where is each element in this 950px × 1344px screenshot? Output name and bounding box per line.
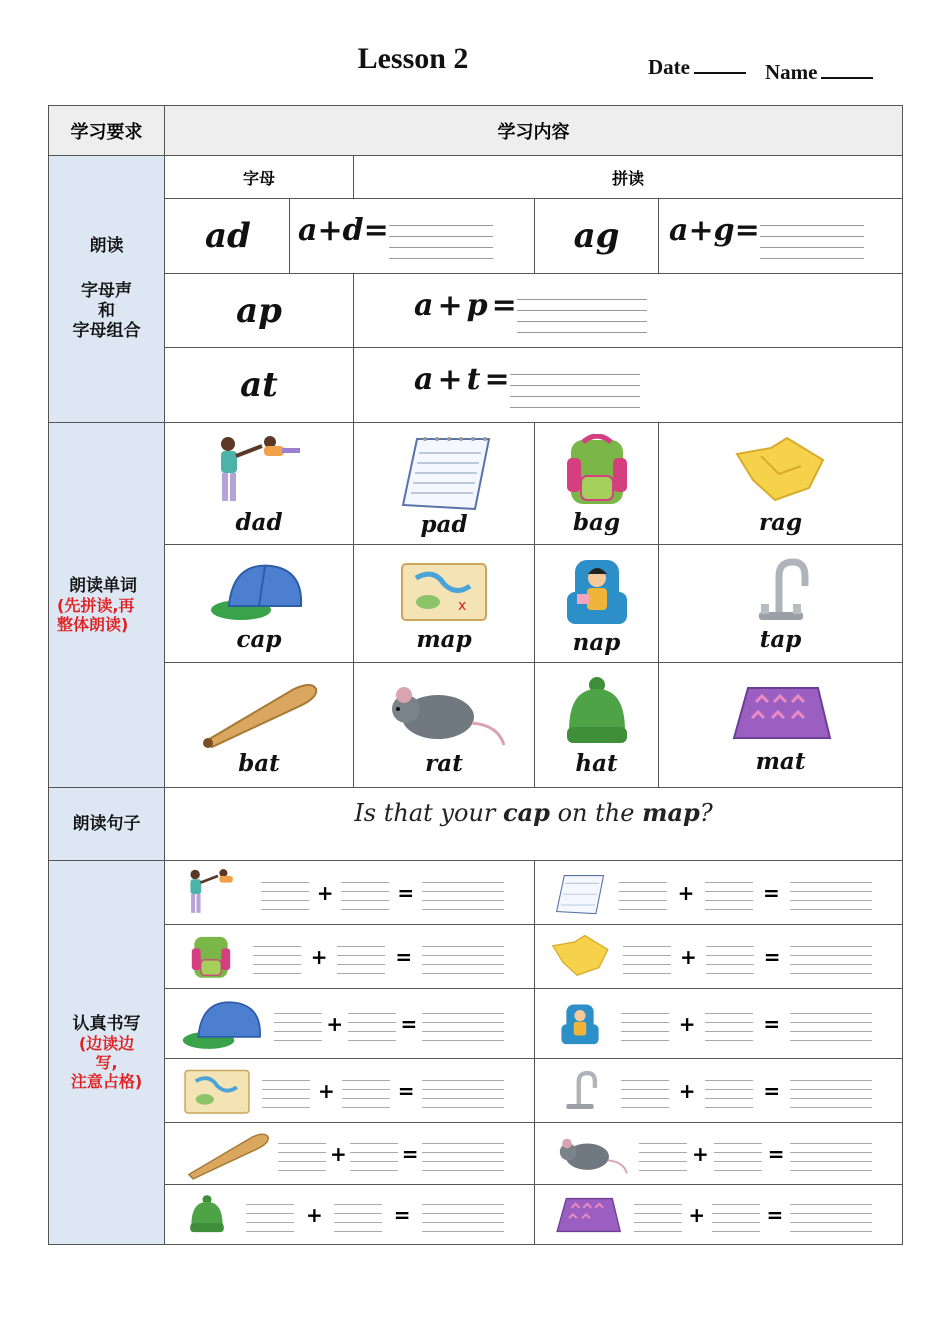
word-onset: t [759,626,771,653]
name-blank [821,59,873,79]
writing-lines [712,1196,760,1234]
word-rime: ad [436,511,468,538]
word-card [165,663,354,788]
word-rime: ap [589,628,621,656]
word-rime: at [254,750,280,777]
equals-sign: = [401,1141,419,1166]
writing-lines [621,1072,669,1110]
consonant: t [262,365,278,405]
word-card [535,663,659,788]
word-onset: c [236,626,251,653]
writing-row [535,861,903,925]
writing-lines [389,215,493,259]
plus-sign: + [329,1141,347,1166]
writing-row [165,1059,535,1123]
word-onset: p [420,511,437,538]
writing-lines [422,938,504,976]
name-field [765,59,873,85]
notepad-icon [389,431,499,511]
tap-icon [731,556,831,626]
word-card [354,663,535,788]
label-line: 朗读 [89,236,124,257]
writing-lines [790,874,872,912]
writing-lines [278,1135,326,1173]
letter-pair-ap [165,274,354,348]
writing-lines [705,1072,753,1110]
section-phonics-label [49,156,165,423]
word-onset: m [416,626,441,653]
equals-sign: = [491,287,517,323]
label-note: (边读边写, [78,1033,135,1073]
writing-row [165,989,535,1059]
word-rime: at [779,747,806,775]
writing-lines [634,1196,682,1234]
equals-sign: = [763,944,781,969]
plus-sign: + [678,1078,696,1103]
word-card [165,423,354,545]
writing-lines [274,1005,322,1043]
svg-text:x: x [458,598,467,614]
equals-sign: = [393,1202,411,1227]
word-rime: ap [770,626,802,653]
consonant: p [258,290,282,331]
letter-pair-ad [165,199,290,274]
writing-row [165,925,535,989]
word-rime: ag [771,508,803,536]
writing-lines [790,1072,872,1110]
writing-lines [510,364,640,408]
word-rime: ag [589,508,621,536]
plus-sign: + [317,213,343,249]
word-rime: ap [440,626,472,653]
writing-lines [705,1005,753,1043]
tap-icon [549,1061,611,1121]
writing-lines [342,1072,390,1110]
equals-sign: = [395,944,413,969]
equals-sign: = [763,1011,781,1036]
label-line: 认真书写 [72,1013,141,1034]
consonant: g [595,216,620,256]
writing-row [165,1123,535,1185]
writing-row [535,989,903,1059]
plus-sign: + [437,362,463,398]
writing-lines [422,1135,504,1173]
equals-sign: = [484,362,510,398]
word-card [354,545,535,663]
nap-icon [549,994,611,1054]
consonant: d [227,216,251,256]
writing-row [535,1059,903,1123]
vowel: a [414,362,434,398]
word-rime: at [592,750,618,777]
date-label: Date [648,55,690,79]
header-content: 学习内容 [165,106,903,156]
label-line: 字母声 [81,280,132,301]
consonant: d [342,213,364,249]
word-onset: m [755,747,780,775]
equals-sign: = [767,1141,785,1166]
plus-sign: + [678,1011,696,1036]
writing-lines [262,1072,310,1110]
word-onset: d [235,508,252,536]
plus-sign: + [316,880,334,905]
sentence-text: Is that your [354,799,504,827]
word-card [535,545,659,663]
writing-row [535,1185,903,1245]
vowel: a [414,287,434,323]
vowel: a [669,213,689,249]
label-line: 朗读单词 [69,575,137,596]
writing-lines [348,1005,396,1043]
plus-sign: + [305,1202,323,1227]
plus-sign: + [326,1011,344,1036]
writing-lines [350,1135,398,1173]
word-card [354,423,535,545]
word-onset: b [572,508,590,536]
sentence-text: ? [699,799,713,827]
letter-pair-ag [535,199,659,274]
dad-icon [204,434,314,509]
plus-sign: + [437,287,463,323]
blend-ap [354,274,903,348]
hat-icon [179,1189,235,1241]
writing-lines [341,874,389,912]
dad-icon [179,865,253,921]
map-icon [179,1064,255,1118]
header-requirement: 学习要求 [49,106,165,156]
word-card [659,545,903,663]
writing-lines [422,874,504,912]
writing-lines [639,1135,687,1173]
backpack-icon [547,434,647,509]
name-label: Name [765,60,818,84]
writing-lines [714,1135,762,1173]
equals-sign: = [397,1078,415,1103]
word-card [659,663,903,788]
vowel: a [236,290,259,331]
subheader-blending: 拼读 [354,156,903,199]
letter-pair-at [165,348,354,423]
equals-sign: = [363,213,389,249]
plus-sign: + [688,213,714,249]
writing-row [535,925,903,989]
writing-lines [705,874,753,912]
word-card [535,423,659,545]
sentence-keyword: map [642,798,700,827]
writing-lines [706,938,754,976]
equals-sign: = [400,1011,418,1036]
consonant: p [466,287,488,323]
label-line: 字母组合 [72,321,141,342]
writing-lines [422,1072,504,1110]
plus-sign: + [310,944,328,969]
word-rime: ap [250,626,282,653]
subheader-letters: 字母 [165,156,354,199]
writing-lines [790,938,872,976]
page-title: Lesson 2 [357,42,469,75]
writing-lines [337,938,385,976]
writing-row [165,861,535,925]
word-onset: h [575,750,593,777]
consonant: t [466,362,481,398]
label-line: 和 [98,301,115,321]
writing-lines [760,215,864,259]
plus-sign: + [317,1078,335,1103]
vowel: a [573,216,596,256]
rag-icon [731,434,831,509]
equals-sign: = [763,1078,781,1103]
mat-icon [726,678,836,748]
section-sentence-label: 朗读句子 [49,788,165,861]
writing-lines [253,938,301,976]
word-rime: at [437,750,463,777]
rat-icon [549,1131,633,1177]
writing-lines [517,289,647,333]
word-card [659,423,903,545]
date-field [648,54,746,80]
equals-sign: = [766,1202,784,1227]
blend-ag [659,199,903,274]
writing-lines [790,1135,872,1173]
word-onset: b [238,750,255,777]
word-onset: n [572,628,590,656]
writing-lines [422,1196,504,1234]
vowel: a [298,213,318,249]
plus-sign: + [692,1141,709,1166]
blend-ad [290,199,535,274]
vowel: a [240,365,263,405]
plus-sign: + [688,1202,706,1227]
rat-icon [374,675,514,750]
blend-at [354,348,903,423]
mat-icon [549,1192,627,1238]
writing-row [165,1185,535,1245]
rag-icon [549,932,613,982]
consonant: g [713,213,735,249]
bat-icon [179,1127,275,1181]
word-onset: r [425,750,438,777]
writing-lines [790,1196,872,1234]
cap-icon [179,994,269,1054]
label-note: 注意占格) [70,1072,143,1092]
notepad-icon [549,865,609,921]
equals-sign: = [734,213,760,249]
sentence-cell [165,788,903,861]
worksheet-table [48,105,903,1245]
word-onset: r [758,508,772,536]
nap-icon [547,554,647,629]
writing-row [535,1123,903,1185]
writing-lines [334,1196,382,1234]
equals-sign: = [762,880,780,905]
map-icon [394,556,494,626]
bat-icon [194,675,324,750]
writing-lines [790,1005,872,1043]
writing-lines [422,1005,504,1043]
label-note: (先拼读,再整体朗读) [57,596,135,635]
sentence-keyword: cap [503,798,550,827]
word-card [165,545,354,663]
section-writing-label [49,861,165,1245]
writing-lines [246,1196,294,1234]
vowel: a [205,216,228,256]
backpack-icon [179,930,243,984]
section-words-label [49,423,165,788]
cap-icon [209,556,309,626]
plus-sign: + [677,880,695,905]
plus-sign: + [680,944,697,969]
writing-lines [623,938,671,976]
date-blank [694,54,746,74]
sentence-text: on the [549,799,643,827]
hat-icon [547,675,647,750]
writing-lines [619,874,667,912]
word-rime: ad [251,508,283,536]
equals-sign: = [397,880,415,905]
writing-lines [621,1005,669,1043]
writing-lines [261,874,309,912]
